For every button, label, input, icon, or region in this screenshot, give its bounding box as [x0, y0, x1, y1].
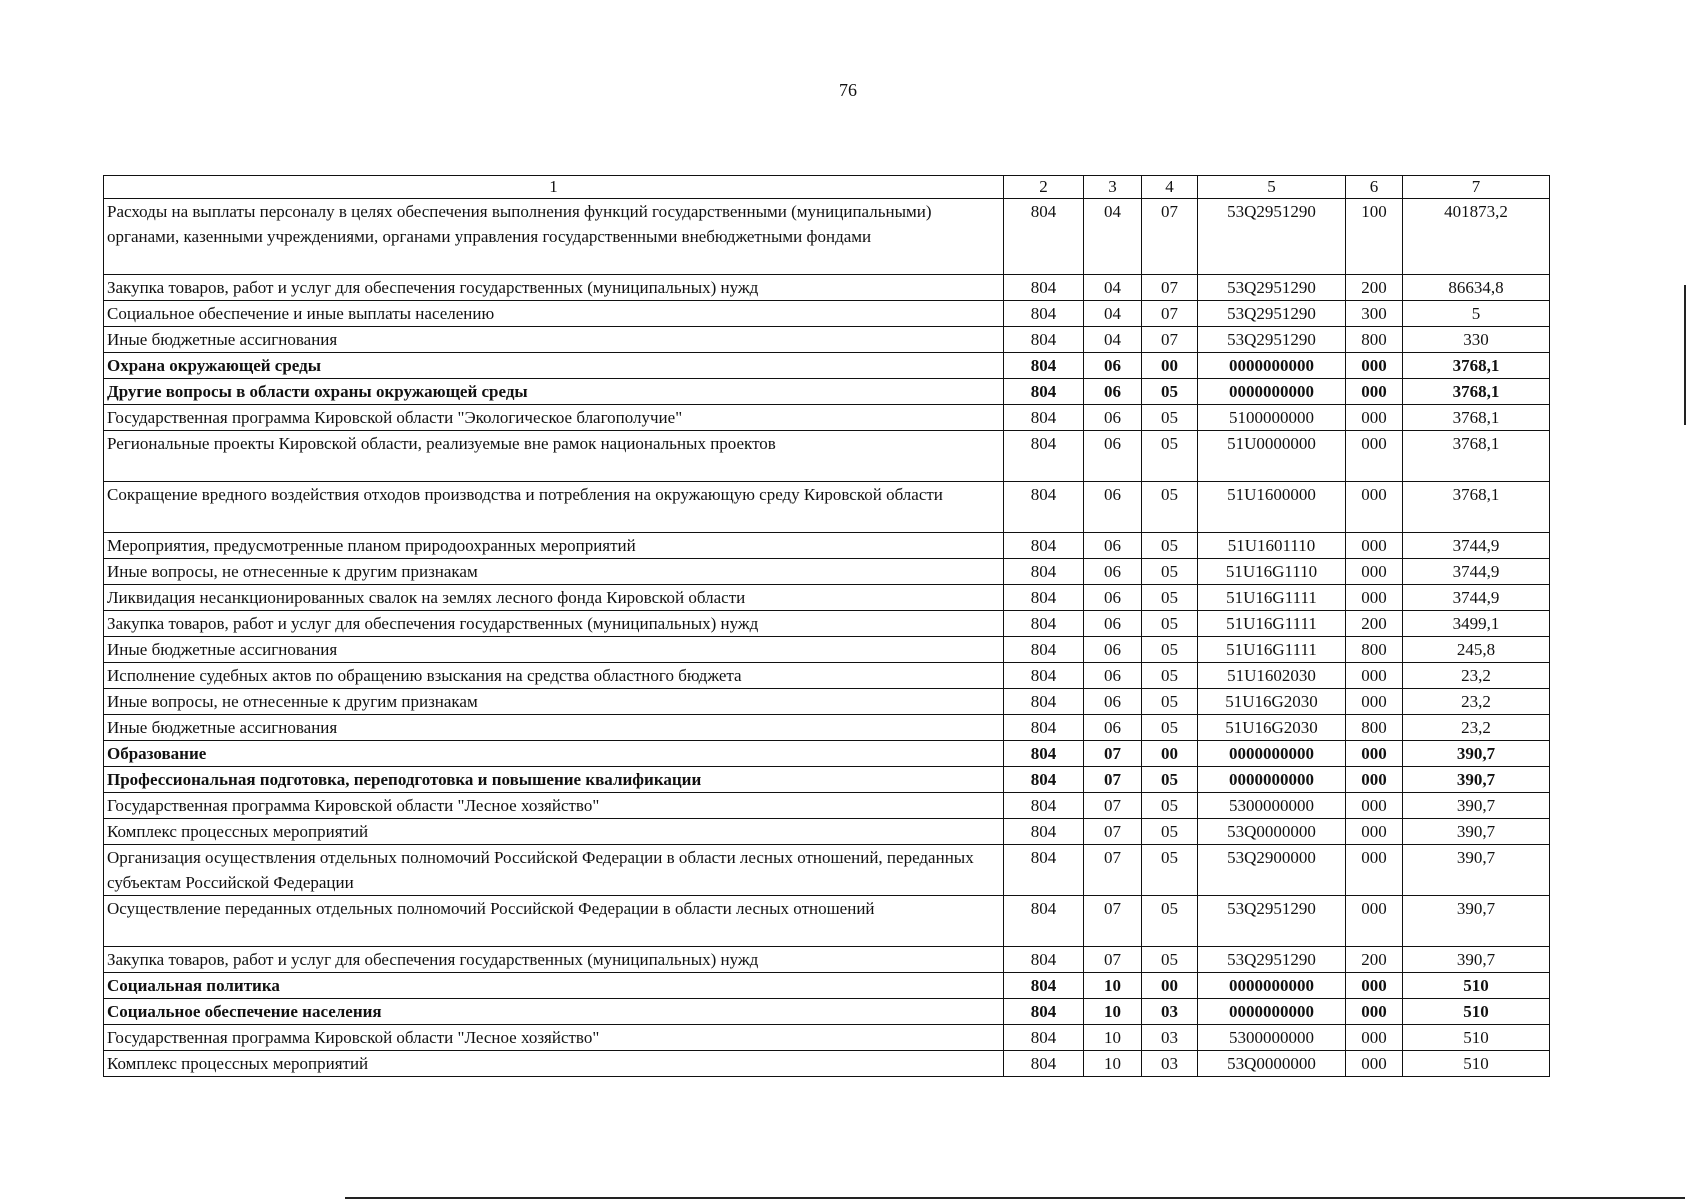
- row-target-article: 51U16G1111: [1198, 611, 1346, 637]
- row-expense-type: 100: [1346, 199, 1403, 275]
- row-target-article: 51U16G2030: [1198, 689, 1346, 715]
- row-amount: 23,2: [1403, 715, 1550, 741]
- row-chapter-code: 804: [1004, 533, 1084, 559]
- row-subsection-code: 05: [1142, 585, 1198, 611]
- row-section-code: 06: [1084, 663, 1142, 689]
- row-chapter-code: 804: [1004, 585, 1084, 611]
- row-subsection-code: 07: [1142, 301, 1198, 327]
- row-subsection-code: 00: [1142, 973, 1198, 999]
- row-subsection-code: 05: [1142, 663, 1198, 689]
- row-name: Другие вопросы в области охраны окружающей среды: [104, 379, 1004, 405]
- row-section-code: 04: [1084, 301, 1142, 327]
- row-section-code: 06: [1084, 405, 1142, 431]
- row-chapter-code: 804: [1004, 431, 1084, 482]
- table-row: [104, 275, 1550, 301]
- table-body: [104, 199, 1550, 1077]
- row-section-code: 06: [1084, 585, 1142, 611]
- row-section-code: 10: [1084, 973, 1142, 999]
- row-amount: 3768,1: [1403, 431, 1550, 482]
- row-chapter-code: 804: [1004, 405, 1084, 431]
- row-name: Иные бюджетные ассигнования: [104, 715, 1004, 741]
- table-row: [104, 767, 1550, 793]
- header-col-4: 4: [1142, 176, 1198, 199]
- row-expense-type: 200: [1346, 611, 1403, 637]
- row-subsection-code: 05: [1142, 611, 1198, 637]
- row-amount: 390,7: [1403, 767, 1550, 793]
- row-expense-type: 000: [1346, 405, 1403, 431]
- row-amount: 3768,1: [1403, 379, 1550, 405]
- row-expense-type: 000: [1346, 845, 1403, 896]
- header-col-3: 3: [1084, 176, 1142, 199]
- row-amount: 3768,1: [1403, 405, 1550, 431]
- row-amount: 3768,1: [1403, 353, 1550, 379]
- table-row: [104, 379, 1550, 405]
- table-row: [104, 1025, 1550, 1051]
- table-row: [104, 611, 1550, 637]
- table-row: [104, 715, 1550, 741]
- row-chapter-code: 804: [1004, 767, 1084, 793]
- row-chapter-code: 804: [1004, 379, 1084, 405]
- row-section-code: 06: [1084, 431, 1142, 482]
- row-subsection-code: 05: [1142, 845, 1198, 896]
- table-row: [104, 559, 1550, 585]
- row-amount: 390,7: [1403, 741, 1550, 767]
- row-amount: 390,7: [1403, 793, 1550, 819]
- row-subsection-code: 05: [1142, 482, 1198, 533]
- row-target-article: 53Q2951290: [1198, 275, 1346, 301]
- row-target-article: 53Q2951290: [1198, 301, 1346, 327]
- row-chapter-code: 804: [1004, 199, 1084, 275]
- row-section-code: 04: [1084, 199, 1142, 275]
- row-expense-type: 000: [1346, 559, 1403, 585]
- row-target-article: 53Q2951290: [1198, 199, 1346, 275]
- row-amount: 390,7: [1403, 845, 1550, 896]
- page-number: 76: [839, 80, 857, 100]
- row-target-article: 51U16G2030: [1198, 715, 1346, 741]
- table-row: [104, 973, 1550, 999]
- budget-table: [103, 175, 1550, 1077]
- row-subsection-code: 03: [1142, 1025, 1198, 1051]
- row-chapter-code: 804: [1004, 741, 1084, 767]
- row-amount: 3744,9: [1403, 533, 1550, 559]
- row-subsection-code: 05: [1142, 715, 1198, 741]
- row-section-code: 06: [1084, 533, 1142, 559]
- row-expense-type: 000: [1346, 1025, 1403, 1051]
- row-chapter-code: 804: [1004, 1051, 1084, 1077]
- row-name: Ликвидация несанкционированных свалок на землях лесного фонда Кировской области: [104, 585, 1004, 611]
- table-header-row: [104, 176, 1550, 199]
- row-name: Иные бюджетные ассигнования: [104, 327, 1004, 353]
- row-subsection-code: 00: [1142, 353, 1198, 379]
- row-subsection-code: 07: [1142, 327, 1198, 353]
- table-row: [104, 533, 1550, 559]
- header-col-7: 7: [1403, 176, 1550, 199]
- row-expense-type: 000: [1346, 999, 1403, 1025]
- row-expense-type: 000: [1346, 1051, 1403, 1077]
- row-section-code: 07: [1084, 793, 1142, 819]
- row-name: Закупка товаров, работ и услуг для обеспечения государственных (муниципальных) нужд: [104, 611, 1004, 637]
- row-target-article: 53Q0000000: [1198, 1051, 1346, 1077]
- row-expense-type: 800: [1346, 715, 1403, 741]
- row-expense-type: 000: [1346, 767, 1403, 793]
- row-target-article: 5300000000: [1198, 1025, 1346, 1051]
- table-row: [104, 999, 1550, 1025]
- table-row: [104, 1051, 1550, 1077]
- row-name: Закупка товаров, работ и услуг для обеспечения государственных (муниципальных) нужд: [104, 947, 1004, 973]
- row-name: Социальное обеспечение и иные выплаты населению: [104, 301, 1004, 327]
- row-amount: 3499,1: [1403, 611, 1550, 637]
- row-target-article: 5300000000: [1198, 793, 1346, 819]
- row-section-code: 06: [1084, 637, 1142, 663]
- table-row: [104, 819, 1550, 845]
- row-name: Организация осуществления отдельных полномочий Российской Федерации в области лесных отношений, переданных субъектам Российской Федерации: [104, 845, 1004, 896]
- row-target-article: 5100000000: [1198, 405, 1346, 431]
- row-section-code: 06: [1084, 379, 1142, 405]
- row-name: Исполнение судебных актов по обращению взыскания на средства областного бюджета: [104, 663, 1004, 689]
- row-section-code: 10: [1084, 999, 1142, 1025]
- row-expense-type: 000: [1346, 585, 1403, 611]
- row-section-code: 06: [1084, 689, 1142, 715]
- row-name: Государственная программа Кировской области "Лесное хозяйство": [104, 793, 1004, 819]
- row-chapter-code: 804: [1004, 689, 1084, 715]
- row-subsection-code: 05: [1142, 819, 1198, 845]
- row-section-code: 06: [1084, 353, 1142, 379]
- row-name: Государственная программа Кировской области "Лесное хозяйство": [104, 1025, 1004, 1051]
- row-target-article: 53Q2951290: [1198, 327, 1346, 353]
- row-target-article: 0000000000: [1198, 379, 1346, 405]
- table-row: [104, 301, 1550, 327]
- row-subsection-code: 05: [1142, 637, 1198, 663]
- row-target-article: 0000000000: [1198, 353, 1346, 379]
- row-name: Иные вопросы, не отнесенные к другим признакам: [104, 689, 1004, 715]
- row-name: Сокращение вредного воздействия отходов производства и потребления на окружающую среду Кировской области: [104, 482, 1004, 533]
- row-target-article: 51U0000000: [1198, 431, 1346, 482]
- table-row: [104, 431, 1550, 482]
- scan-edge-line: [1684, 285, 1686, 425]
- row-chapter-code: 804: [1004, 973, 1084, 999]
- row-section-code: 07: [1084, 819, 1142, 845]
- row-name: Социальная политика: [104, 973, 1004, 999]
- row-target-article: 53Q2951290: [1198, 896, 1346, 947]
- row-amount: 86634,8: [1403, 275, 1550, 301]
- row-expense-type: 000: [1346, 379, 1403, 405]
- row-target-article: 0000000000: [1198, 767, 1346, 793]
- row-expense-type: 200: [1346, 947, 1403, 973]
- row-amount: 23,2: [1403, 689, 1550, 715]
- row-subsection-code: 05: [1142, 431, 1198, 482]
- row-expense-type: 000: [1346, 689, 1403, 715]
- row-amount: 390,7: [1403, 947, 1550, 973]
- row-name: Комплекс процессных мероприятий: [104, 1051, 1004, 1077]
- row-target-article: 53Q0000000: [1198, 819, 1346, 845]
- row-subsection-code: 05: [1142, 689, 1198, 715]
- row-target-article: 51U16G1110: [1198, 559, 1346, 585]
- row-chapter-code: 804: [1004, 327, 1084, 353]
- row-section-code: 07: [1084, 741, 1142, 767]
- row-expense-type: 300: [1346, 301, 1403, 327]
- row-chapter-code: 804: [1004, 275, 1084, 301]
- row-section-code: 07: [1084, 845, 1142, 896]
- row-name: Социальное обеспечение населения: [104, 999, 1004, 1025]
- table-row: [104, 947, 1550, 973]
- row-subsection-code: 07: [1142, 199, 1198, 275]
- table-row: [104, 353, 1550, 379]
- row-section-code: 10: [1084, 1051, 1142, 1077]
- row-expense-type: 000: [1346, 353, 1403, 379]
- row-name: Региональные проекты Кировской области, реализуемые вне рамок национальных проектов: [104, 431, 1004, 482]
- row-section-code: 04: [1084, 275, 1142, 301]
- row-expense-type: 000: [1346, 819, 1403, 845]
- row-amount: 390,7: [1403, 896, 1550, 947]
- row-amount: 510: [1403, 1025, 1550, 1051]
- row-section-code: 06: [1084, 482, 1142, 533]
- row-expense-type: 000: [1346, 482, 1403, 533]
- bottom-rule: [345, 1197, 1685, 1199]
- row-amount: 401873,2: [1403, 199, 1550, 275]
- row-subsection-code: 05: [1142, 533, 1198, 559]
- row-amount: 510: [1403, 999, 1550, 1025]
- row-expense-type: 800: [1346, 327, 1403, 353]
- row-subsection-code: 03: [1142, 999, 1198, 1025]
- row-amount: 330: [1403, 327, 1550, 353]
- row-amount: 3768,1: [1403, 482, 1550, 533]
- table-row: [104, 637, 1550, 663]
- row-subsection-code: 05: [1142, 793, 1198, 819]
- row-amount: 3744,9: [1403, 559, 1550, 585]
- table-row: [104, 793, 1550, 819]
- row-expense-type: 000: [1346, 533, 1403, 559]
- table-row: [104, 845, 1550, 896]
- row-target-article: 51U1601110: [1198, 533, 1346, 559]
- row-target-article: 51U16G1111: [1198, 585, 1346, 611]
- row-amount: 245,8: [1403, 637, 1550, 663]
- row-chapter-code: 804: [1004, 559, 1084, 585]
- table-row: [104, 689, 1550, 715]
- row-chapter-code: 804: [1004, 999, 1084, 1025]
- row-target-article: 53Q2951290: [1198, 947, 1346, 973]
- row-section-code: 10: [1084, 1025, 1142, 1051]
- row-name: Профессиональная подготовка, переподготовка и повышение квалификации: [104, 767, 1004, 793]
- row-name: Мероприятия, предусмотренные планом природоохранных мероприятий: [104, 533, 1004, 559]
- row-target-article: 51U1600000: [1198, 482, 1346, 533]
- row-chapter-code: 804: [1004, 845, 1084, 896]
- table-row: [104, 585, 1550, 611]
- table-row: [104, 405, 1550, 431]
- table-row: [104, 327, 1550, 353]
- row-expense-type: 000: [1346, 663, 1403, 689]
- row-amount: 510: [1403, 973, 1550, 999]
- row-name: Государственная программа Кировской области "Экологическое благополучие": [104, 405, 1004, 431]
- row-chapter-code: 804: [1004, 896, 1084, 947]
- row-subsection-code: 05: [1142, 767, 1198, 793]
- row-subsection-code: 03: [1142, 1051, 1198, 1077]
- row-name: Образование: [104, 741, 1004, 767]
- row-expense-type: 200: [1346, 275, 1403, 301]
- row-subsection-code: 05: [1142, 947, 1198, 973]
- table-row: [104, 741, 1550, 767]
- row-chapter-code: 804: [1004, 637, 1084, 663]
- row-expense-type: 000: [1346, 793, 1403, 819]
- row-section-code: 06: [1084, 611, 1142, 637]
- row-name: Иные вопросы, не отнесенные к другим признакам: [104, 559, 1004, 585]
- row-section-code: 06: [1084, 715, 1142, 741]
- header-col-2: 2: [1004, 176, 1084, 199]
- row-chapter-code: 804: [1004, 793, 1084, 819]
- row-section-code: 07: [1084, 947, 1142, 973]
- row-amount: 23,2: [1403, 663, 1550, 689]
- row-chapter-code: 804: [1004, 819, 1084, 845]
- row-target-article: 0000000000: [1198, 741, 1346, 767]
- header-col-1: 1: [104, 176, 1004, 199]
- table-row: [104, 896, 1550, 947]
- row-amount: 3744,9: [1403, 585, 1550, 611]
- row-section-code: 07: [1084, 896, 1142, 947]
- header-col-6: 6: [1346, 176, 1403, 199]
- row-subsection-code: 05: [1142, 379, 1198, 405]
- row-amount: 510: [1403, 1051, 1550, 1077]
- row-subsection-code: 05: [1142, 559, 1198, 585]
- row-expense-type: 000: [1346, 973, 1403, 999]
- row-name: Охрана окружающей среды: [104, 353, 1004, 379]
- row-target-article: 51U1602030: [1198, 663, 1346, 689]
- row-chapter-code: 804: [1004, 611, 1084, 637]
- row-target-article: 51U16G1111: [1198, 637, 1346, 663]
- row-name: Расходы на выплаты персоналу в целях обеспечения выполнения функций государственными (муниципальными) органами, казенными учреждениями, органами управления государственными внебюджетными фондами: [104, 199, 1004, 275]
- row-amount: 5: [1403, 301, 1550, 327]
- row-chapter-code: 804: [1004, 947, 1084, 973]
- table-row: [104, 199, 1550, 275]
- row-chapter-code: 804: [1004, 663, 1084, 689]
- row-section-code: 07: [1084, 767, 1142, 793]
- row-subsection-code: 07: [1142, 275, 1198, 301]
- header-col-5: 5: [1198, 176, 1346, 199]
- row-chapter-code: 804: [1004, 353, 1084, 379]
- row-name: Иные бюджетные ассигнования: [104, 637, 1004, 663]
- row-chapter-code: 804: [1004, 301, 1084, 327]
- table-row: [104, 663, 1550, 689]
- row-section-code: 04: [1084, 327, 1142, 353]
- row-amount: 390,7: [1403, 819, 1550, 845]
- row-section-code: 06: [1084, 559, 1142, 585]
- row-subsection-code: 05: [1142, 405, 1198, 431]
- row-expense-type: 800: [1346, 637, 1403, 663]
- row-chapter-code: 804: [1004, 482, 1084, 533]
- row-chapter-code: 804: [1004, 715, 1084, 741]
- row-subsection-code: 00: [1142, 741, 1198, 767]
- table-row: [104, 482, 1550, 533]
- row-expense-type: 000: [1346, 741, 1403, 767]
- row-name: Комплекс процессных мероприятий: [104, 819, 1004, 845]
- row-name: Осуществление переданных отдельных полномочий Российской Федерации в области лесных отношений: [104, 896, 1004, 947]
- row-target-article: 53Q2900000: [1198, 845, 1346, 896]
- row-name: Закупка товаров, работ и услуг для обеспечения государственных (муниципальных) нужд: [104, 275, 1004, 301]
- row-chapter-code: 804: [1004, 1025, 1084, 1051]
- row-target-article: 0000000000: [1198, 973, 1346, 999]
- row-expense-type: 000: [1346, 896, 1403, 947]
- row-target-article: 0000000000: [1198, 999, 1346, 1025]
- row-expense-type: 000: [1346, 431, 1403, 482]
- row-subsection-code: 05: [1142, 896, 1198, 947]
